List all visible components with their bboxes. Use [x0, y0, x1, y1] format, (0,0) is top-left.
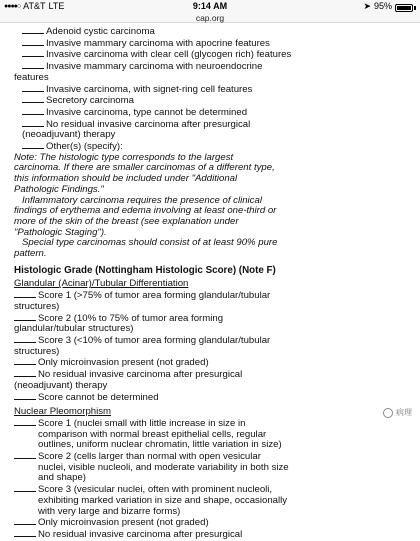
- watermark-logo-icon: [383, 408, 393, 418]
- line-text: Pathologic Findings.": [14, 183, 104, 195]
- checkbox-blank[interactable]: [14, 529, 36, 537]
- text-line: [14, 440, 414, 451]
- line-text: glandular/tubular structures): [14, 323, 134, 335]
- checkbox-option-line: [14, 290, 414, 302]
- checkbox-blank[interactable]: [14, 369, 36, 377]
- battery-tip: [414, 6, 416, 10]
- line-text: Invasive carcinoma, type cannot be determined: [46, 106, 248, 118]
- line-text: Invasive mammary carcinoma with apocrine features: [46, 37, 270, 49]
- checkbox-option-line: [14, 26, 414, 38]
- text-line: [14, 347, 414, 358]
- text-line: [14, 473, 414, 484]
- line-text: with very large and bizarre forms): [38, 505, 181, 517]
- line-text: Inflammatory carcinoma requires the presence of clinical: [22, 194, 262, 206]
- text-line: [14, 73, 414, 84]
- checkbox-option-line: [14, 392, 414, 404]
- line-text: "Pathologic Staging").: [14, 226, 107, 238]
- checkbox-blank[interactable]: [14, 484, 36, 492]
- line-text: nuclei, visible nucleoli, and moderate variability in both size: [38, 461, 289, 473]
- line-text: (neoadjuvant) therapy: [22, 129, 116, 141]
- line-text: findings of erythema and edema involving at least one-third or: [14, 205, 277, 217]
- watermark-label: 病理: [396, 408, 412, 417]
- checkbox-option-line: [14, 529, 414, 541]
- histologic-type-list: [14, 26, 414, 260]
- clock: 9:14 AM: [192, 1, 228, 11]
- text-line: [14, 130, 414, 141]
- checkbox-blank[interactable]: [22, 84, 44, 92]
- line-text: features: [14, 71, 49, 83]
- line-text: Only microinvasion present (not graded): [38, 517, 209, 529]
- checkbox-blank[interactable]: [22, 49, 44, 57]
- checkbox-blank[interactable]: [22, 61, 44, 69]
- line-text: (neoadjuvant) therapy: [14, 379, 108, 391]
- checkbox-option-line: [14, 61, 414, 73]
- glandular-title: Glandular (Acinar)/Tubular Differentiation: [14, 278, 189, 290]
- histologic-grade-heading: Histologic Grade (Nottingham Histologic Score) (Note F): [14, 264, 276, 276]
- network-label: LTE: [48, 1, 65, 11]
- carrier-label: AT&T: [23, 1, 46, 11]
- checkbox-option-line: [14, 517, 414, 529]
- line-text: this information should be included under "Additional: [14, 173, 238, 185]
- checkbox-blank[interactable]: [14, 313, 36, 321]
- checkbox-blank[interactable]: [14, 335, 36, 343]
- line-text: Score 2 (cells larger than normal with open vesicular: [38, 451, 261, 463]
- line-text: more of the skin of the breast (see explanation under: [14, 215, 239, 227]
- line-text: Special type carcinomas should consist of at least 90% pure: [22, 237, 278, 249]
- line-text: Note: The histologic type corresponds to the largest: [14, 151, 234, 163]
- line-text: Score 1 (>75% of tumor area forming glandular/tubular: [38, 290, 271, 302]
- signal-icon: ●●●●○: [4, 3, 21, 10]
- line-text: exhibiting marked variation in size and shape, occasionally: [38, 494, 288, 506]
- text-line: [14, 324, 414, 335]
- line-text: comparison with normal breast epithelial cells, regular: [38, 428, 267, 440]
- line-text: structures): [14, 345, 60, 357]
- checkbox-blank[interactable]: [22, 141, 44, 149]
- line-text: Adenoid cystic carcinoma: [46, 26, 155, 37]
- line-text: Invasive mammary carcinoma with neuroendocrine: [46, 61, 263, 73]
- line-text: Other(s) (specify):: [46, 141, 123, 153]
- text-line: [14, 507, 414, 518]
- line-text: Score 3 (<10% of tumor area forming glandular/tubular: [38, 334, 271, 346]
- text-line: [14, 249, 414, 260]
- line-text: No residual invasive carcinoma after presurgical: [38, 528, 243, 540]
- checkbox-option-line: [14, 84, 414, 96]
- glandular-list: [14, 290, 414, 403]
- line-text: Invasive carcinoma, with signet-ring cell features: [46, 83, 253, 95]
- checkbox-blank[interactable]: [22, 95, 44, 103]
- nuclear-list: [14, 418, 414, 541]
- checkbox-blank[interactable]: [14, 392, 36, 400]
- checkbox-option-line: [14, 357, 414, 369]
- line-text: carcinoma. If there are smaller carcinomas of a different type,: [14, 162, 275, 174]
- document-content: [14, 26, 414, 541]
- checkbox-option-line: [14, 49, 414, 61]
- line-text: structures): [14, 300, 60, 312]
- checkbox-blank[interactable]: [14, 290, 36, 298]
- checkbox-blank[interactable]: [14, 357, 36, 365]
- line-text: Score 2 (10% to 75% of tumor area forming: [38, 312, 224, 324]
- nuclear-title: Nuclear Pleomorphism: [14, 406, 112, 418]
- text-line: [14, 238, 414, 249]
- line-text: Invasive carcinoma with clear cell (glycogen rich) features: [46, 49, 292, 61]
- battery-group: [363, 0, 416, 13]
- status-bar: [0, 0, 420, 13]
- checkbox-option-line: [14, 38, 414, 50]
- line-text: and shape): [38, 472, 87, 484]
- line-text: Score cannot be determined: [38, 391, 159, 403]
- checkbox-blank[interactable]: [14, 451, 36, 459]
- line-text: No residual invasive carcinoma after presurgical: [46, 118, 251, 130]
- line-text: pattern.: [14, 248, 47, 260]
- checkbox-blank[interactable]: [22, 107, 44, 115]
- checkbox-blank[interactable]: [22, 26, 44, 34]
- battery-icon: [395, 4, 413, 12]
- watermark: [383, 407, 412, 418]
- checkbox-blank[interactable]: [14, 418, 36, 426]
- line-text: outlines, uniform nuclear chromatin, little variation in size): [38, 439, 282, 451]
- line-text: No residual invasive carcinoma after presurgical: [38, 369, 243, 381]
- line-text: Only microinvasion present (not graded): [38, 357, 209, 369]
- location-icon: ➤: [363, 1, 371, 11]
- line-text: Secretory carcinoma: [46, 95, 134, 107]
- text-line: [14, 381, 414, 392]
- checkbox-blank[interactable]: [22, 119, 44, 127]
- checkbox-blank[interactable]: [22, 38, 44, 46]
- battery-percent: 95%: [373, 1, 392, 11]
- checkbox-option-line: [14, 107, 414, 119]
- line-text: Score 1 (nuclei small with little increase in size in: [38, 417, 246, 429]
- checkbox-option-line: [14, 95, 414, 107]
- line-text: Score 3 (vesicular nuclei, often with prominent nucleoli,: [38, 484, 273, 496]
- checkbox-option-line: [14, 335, 414, 347]
- text-line: [14, 302, 414, 313]
- address-bar[interactable]: cap.org: [0, 13, 420, 23]
- checkbox-blank[interactable]: [14, 517, 36, 525]
